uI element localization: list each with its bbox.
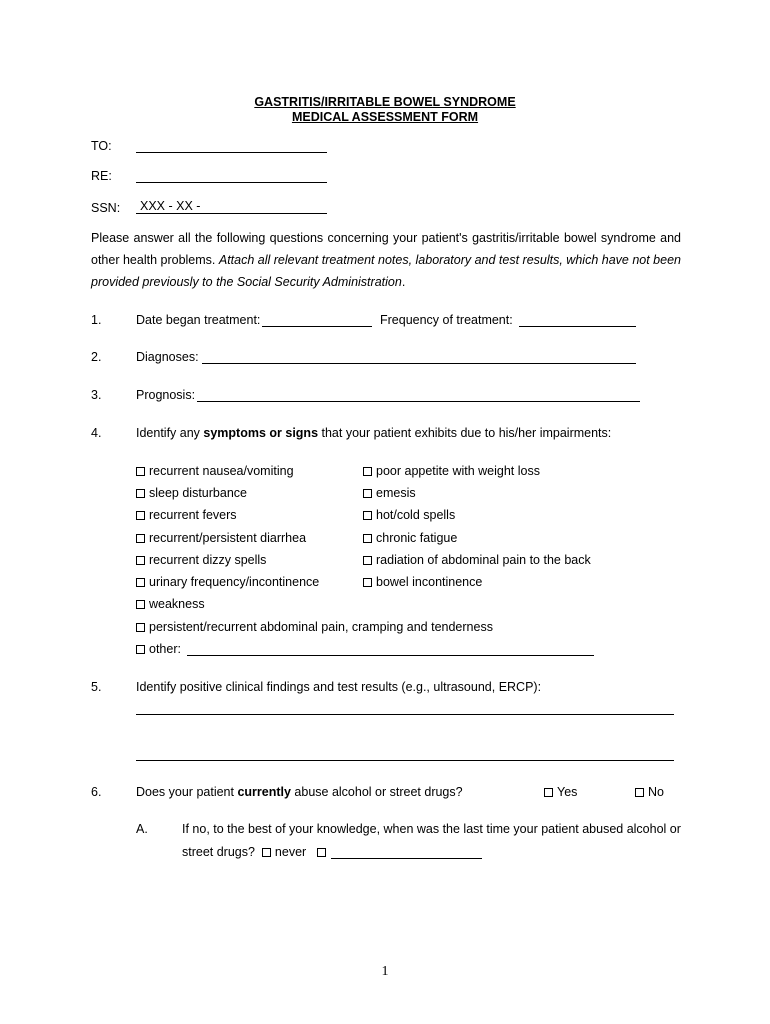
other-symptom-field[interactable] bbox=[187, 655, 594, 656]
symptom-label: recurrent fevers bbox=[149, 508, 237, 522]
symptom-checkbox-item[interactable] bbox=[136, 531, 306, 545]
instructions-line2-normal: other health problems. bbox=[91, 253, 219, 267]
q6-yes-option[interactable] bbox=[544, 785, 577, 799]
q6-label-bold: currently bbox=[237, 785, 291, 799]
symptom-checkbox-item[interactable] bbox=[136, 508, 237, 522]
q5-label: Identify positive clinical findings and test results (e.g., ultrasound, ERCP): bbox=[136, 680, 542, 694]
instructions-line3 bbox=[91, 275, 405, 289]
checkbox[interactable] bbox=[136, 578, 145, 587]
q3-label: Prognosis: bbox=[136, 388, 196, 402]
symptom-label: urinary frequency/incontinence bbox=[149, 575, 320, 589]
symptom-label: recurrent nausea/vomiting bbox=[149, 464, 294, 478]
to-label: TO: bbox=[91, 139, 112, 153]
checkbox[interactable] bbox=[136, 645, 145, 654]
symptom-label: recurrent/persistent diarrhea bbox=[149, 531, 307, 545]
instructions-line1: Please answer all the following questions concerning your patient's gastritis/irritable bowel syndrome and bbox=[91, 231, 681, 245]
q4-label bbox=[136, 426, 611, 440]
q1-frequency-label: Frequency of treatment: bbox=[380, 313, 513, 327]
q6-label-pre: Does your patient bbox=[136, 785, 238, 799]
symptom-label: bowel incontinence bbox=[376, 575, 483, 589]
symptom-checkbox-item[interactable] bbox=[363, 553, 591, 567]
q2-label: Diagnoses: bbox=[136, 350, 199, 364]
symptom-checkbox-item[interactable] bbox=[363, 508, 455, 522]
symptom-checkbox-item-other[interactable] bbox=[136, 642, 181, 656]
q6-no-label: No bbox=[648, 785, 664, 799]
checkbox[interactable] bbox=[136, 623, 145, 632]
checkbox[interactable] bbox=[363, 467, 372, 476]
frequency-field[interactable] bbox=[519, 326, 636, 327]
instructions-line3-italic: provided previously to the Social Security Administration bbox=[91, 275, 402, 289]
diagnoses-field[interactable] bbox=[202, 363, 636, 364]
instructions-line2-italic: Attach all relevant treatment notes, laboratory and test results, which have not been bbox=[218, 253, 681, 267]
symptom-checkbox-item[interactable] bbox=[136, 553, 266, 567]
symptom-label: persistent/recurrent abdominal pain, cramping and tenderness bbox=[149, 620, 493, 634]
symptom-checkbox-item[interactable] bbox=[136, 620, 493, 634]
ssn-field[interactable] bbox=[136, 213, 327, 214]
q1-label: Date began treatment: bbox=[136, 313, 261, 327]
checkbox[interactable] bbox=[363, 511, 372, 520]
q4-label-bold: symptoms or signs bbox=[203, 426, 319, 440]
symptom-label: chronic fatigue bbox=[376, 531, 458, 545]
instructions-line2 bbox=[91, 249, 681, 271]
symptom-label: hot/cold spells bbox=[376, 508, 456, 522]
checkbox[interactable] bbox=[136, 489, 145, 498]
q4-label-pre: Identify any bbox=[136, 426, 204, 440]
symptom-checkbox-item[interactable] bbox=[136, 464, 294, 478]
symptom-label: radiation of abdominal pain to the back bbox=[376, 553, 591, 567]
checkbox[interactable] bbox=[363, 578, 372, 587]
checkbox[interactable] bbox=[363, 534, 372, 543]
q6-yes-label: Yes bbox=[557, 785, 578, 799]
instructions-line3-end: . bbox=[401, 275, 406, 289]
form-title-line1: GASTRITIS/IRRITABLE BOWEL SYNDROME bbox=[254, 95, 516, 109]
date-began-field[interactable] bbox=[262, 326, 372, 327]
q5-number: 5. bbox=[91, 680, 102, 694]
last-abuse-date-field[interactable] bbox=[331, 858, 482, 859]
checkbox[interactable] bbox=[136, 467, 145, 476]
instructions-paragraph bbox=[91, 227, 681, 293]
other-date-checkbox[interactable] bbox=[317, 848, 326, 857]
symptom-checkbox-item[interactable] bbox=[136, 597, 205, 611]
symptom-checkbox-item[interactable] bbox=[136, 486, 247, 500]
symptom-label: poor appetite with weight loss bbox=[376, 464, 540, 478]
page-number: 1 bbox=[381, 964, 389, 979]
q6a-line1: If no, to the best of your knowledge, when was the last time your patient abused alcohol or bbox=[182, 822, 681, 836]
form-title-line2: MEDICAL ASSESSMENT FORM bbox=[291, 110, 479, 124]
q6a-line2 bbox=[182, 845, 330, 859]
symptom-label: sleep disturbance bbox=[149, 486, 247, 500]
symptom-checkbox-item[interactable] bbox=[363, 486, 416, 500]
re-label: RE: bbox=[91, 169, 112, 183]
q6a-street-drugs-label: street drugs? bbox=[182, 845, 255, 859]
ssn-label: SSN: bbox=[91, 201, 121, 215]
checkbox[interactable] bbox=[363, 489, 372, 498]
q6-label bbox=[136, 785, 463, 799]
q4-label-post: that your patient exhibits due to his/her impairments: bbox=[318, 426, 612, 440]
checkbox[interactable] bbox=[363, 556, 372, 565]
checkbox[interactable] bbox=[136, 511, 145, 520]
q6a-letter: A. bbox=[136, 822, 148, 836]
symptom-label: recurrent dizzy spells bbox=[149, 553, 267, 567]
symptom-checkbox-item[interactable] bbox=[363, 575, 482, 589]
symptom-label: weakness bbox=[149, 597, 205, 611]
never-checkbox[interactable] bbox=[262, 848, 271, 857]
q1-number: 1. bbox=[91, 313, 102, 327]
to-field[interactable] bbox=[136, 152, 327, 153]
checkbox[interactable] bbox=[635, 788, 644, 797]
ssn-value: XXX - XX - bbox=[140, 199, 201, 213]
checkbox[interactable] bbox=[136, 556, 145, 565]
symptom-checkbox-item[interactable] bbox=[363, 531, 457, 545]
q6-label-post: abuse alcohol or street drugs? bbox=[290, 785, 463, 799]
clinical-findings-field-line2[interactable] bbox=[136, 760, 674, 761]
never-label: never bbox=[274, 845, 307, 859]
symptom-label: emesis bbox=[376, 486, 416, 500]
prognosis-field[interactable] bbox=[197, 401, 640, 402]
checkbox[interactable] bbox=[544, 788, 553, 797]
checkbox[interactable] bbox=[136, 534, 145, 543]
symptom-label: other: bbox=[149, 642, 181, 656]
q4-number: 4. bbox=[91, 426, 102, 440]
re-field[interactable] bbox=[136, 182, 327, 183]
q2-number: 2. bbox=[91, 350, 102, 364]
symptom-checkbox-item[interactable] bbox=[363, 464, 540, 478]
q6-number: 6. bbox=[91, 785, 102, 799]
checkbox[interactable] bbox=[136, 600, 145, 609]
clinical-findings-field-line1[interactable] bbox=[136, 714, 674, 715]
q3-number: 3. bbox=[91, 388, 102, 402]
symptom-checkbox-item[interactable] bbox=[136, 575, 319, 589]
q6-no-option[interactable] bbox=[635, 785, 664, 799]
